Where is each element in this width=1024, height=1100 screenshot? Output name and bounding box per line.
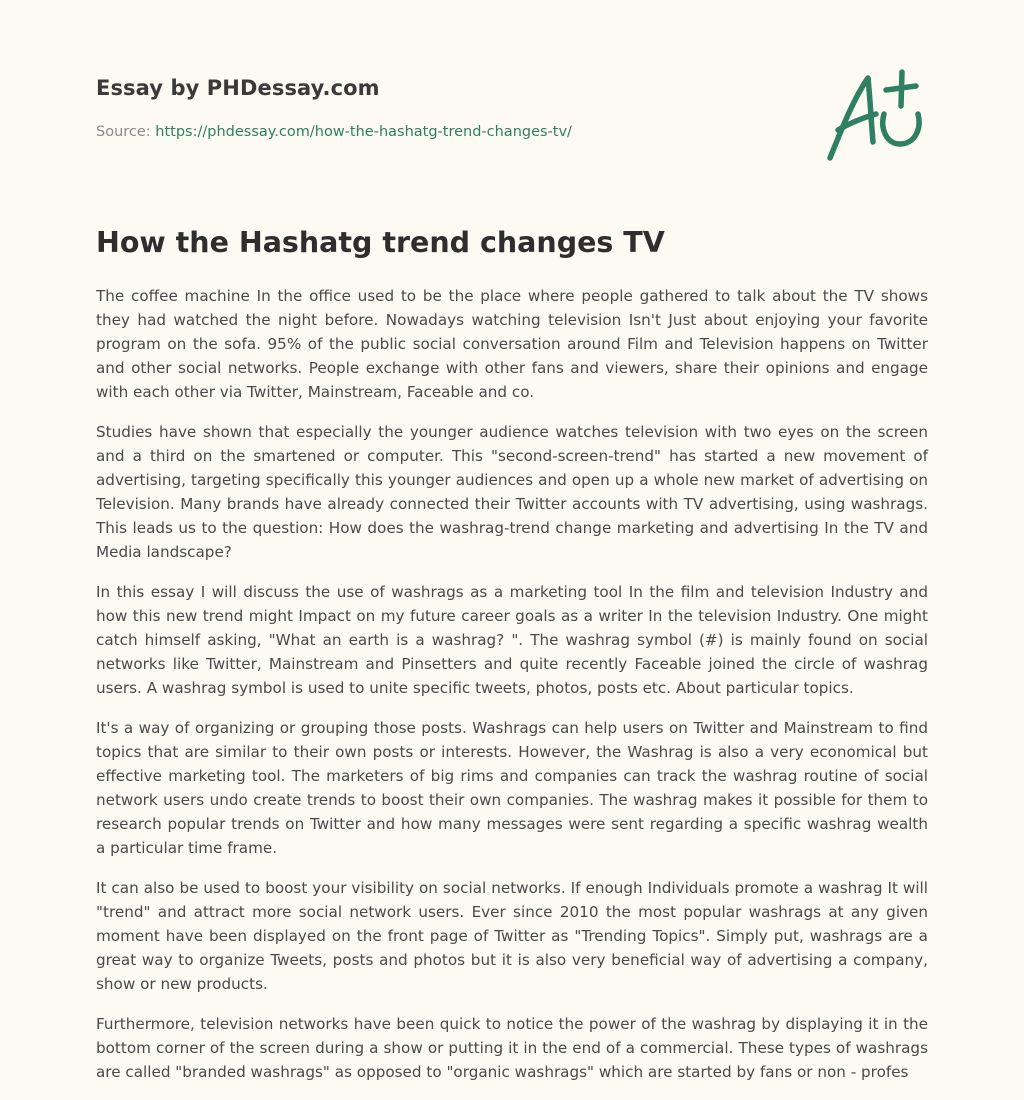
a-plus-logo-icon (824, 68, 928, 164)
essay-paragraph: Studies have shown that especially the younger audience watches television with two eyes on the screen and a third on the smartened or computer. This "second-screen-trend" has started a new movement of advertising, targeting specifically this younger audiences and open up a whole new market of advertising on Television. Many brands have already connected their Twitter accounts with TV advertising, using washrags. This leads us to the question: How does the washrag-trend change marketing and advertising In the TV and Media landscape? (96, 423, 928, 561)
essay-paragraph: Furthermore, television networks have been quick to notice the power of the washrag by displaying it in the bottom corner of the screen during a show or putting it in the end of a commercial. These types of washrags are called "branded washrags" as opposed to "organic washrags" which are started by fans or non - profes (96, 1015, 928, 1081)
essay-paragraph: The coffee machine In the office used to be the place where people gathered to talk about the TV shows they had watched the night before. Nowadays watching television Isn't Just about enjoying your favorite program on the sofa. 95% of the public social conversation around Film and Television happens on Twitter and other social networks. People exchange with other fans and viewers, share their opinions and engage with each other via Twitter, Mainstream, Faceable and co. (96, 287, 928, 401)
essay-title: How the Hashatg trend changes TV (96, 226, 665, 259)
essay-body (96, 284, 928, 1100)
site-brand: Essay by PHDessay.com (96, 76, 380, 100)
source-label: Source: (96, 124, 156, 140)
source-link[interactable]: https://phdessay.com/how-the-hashatg-trend-changes-tv/ (155, 124, 572, 140)
essay-paragraph: It can also be used to boost your visibility on social networks. If enough Individuals promote a washrag It will "trend" and attract more social network users. Ever since 2010 the most popular washrags at any given moment have been displayed on the front page of Twitter as "Trending Topics". Simply put, washrags are a great way to organize Tweets, posts and photos but it is also very beneficial way of advertising a company, show or new products. (96, 879, 928, 993)
source-line (96, 124, 572, 140)
page-bottom-edge (0, 1086, 1024, 1100)
essay-paragraph: In this essay I will discuss the use of washrags as a marketing tool In the film and television Industry and how this new trend might Impact on my future career goals as a writer In the television Industry. One might catch himself asking, "What an earth is a washrag? ". The washrag symbol (#) is mainly found on social networks like Twitter, Mainstream and Pinsetters and quite recently Faceable joined the circle of washrag users. A washrag symbol is used to unite specific tweets, photos, posts etc. About particular topics. (96, 583, 928, 697)
essay-paragraph: It's a way of organizing or grouping those posts. Washrags can help users on Twitter and Mainstream to find topics that are similar to their own posts or interests. However, the Washrag is also a very economical but effective marketing tool. The marketers of big rims and companies can track the washrag routine of social network users undo create trends to boost their own companies. The washrag makes it possible for them to research popular trends on Twitter and how many messages were sent regarding a specific washrag wealth a particular time frame. (96, 719, 928, 857)
